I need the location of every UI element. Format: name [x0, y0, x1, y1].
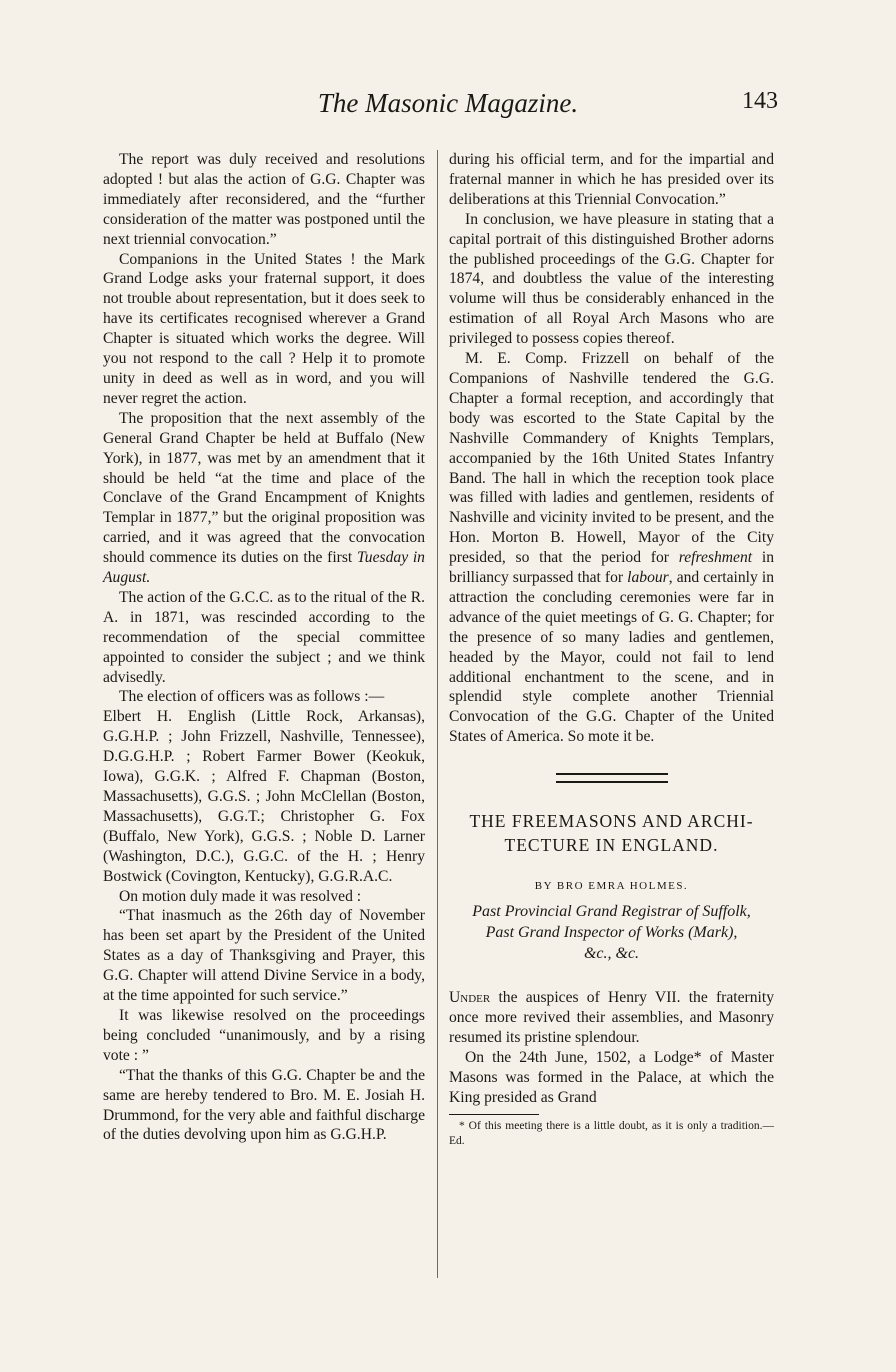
left-column: [103, 150, 425, 1145]
article-title-line: THE FREEMASONS AND ARCHI-: [469, 811, 754, 832]
emphasis-text: Tuesday in August.: [103, 549, 425, 587]
article-title-line: TECTURE IN ENGLAND.: [504, 835, 719, 856]
paragraph: [449, 349, 774, 747]
credential-line: Past Grand Inspector of Works (Mark),: [485, 924, 738, 942]
paragraph-text: The proposition that the next assembly of the General Grand Chapter be held at Buffalo (New York), in 1877, was met by an amendment that it should be held “at the time and place of the Conclave of the Grand Encampment of Knights Templar in 1877,” but the original proposition was carried, and it was agreed that the convocation should commence its duties on the first: [103, 409, 425, 567]
paragraph-text: in brilliancy surpassed that for: [449, 549, 775, 587]
magazine-title: The Masonic Magazine.: [317, 88, 579, 118]
paragraph-text: , and certainly in attraction the concluding ceremonies were far in advance of the quiet meetings of G. G. Chapter; for the presence of so many ladies and gentlemen, headed by the Mayor, could not fail to lend additional enchantment to the scene, and in splendid style complete another Triennial Convocation of the G.G. Chapter of the United States of America. So mote it be.: [449, 569, 774, 746]
paragraph: “That inasmuch as the 26th day of November has been set apart by the President of the United States as a day of Thanksgiving and Prayer, this G.G. Chapter will attend Divine Service in a body, at the time appointed for such service.”: [103, 907, 425, 1005]
paragraph-text: the auspices of Henry VII. the fraternity once more revived their assemblies, and Masonry resumed its pristine splendour.: [449, 989, 774, 1046]
running-header: [0, 88, 896, 122]
officers-list: [103, 707, 425, 886]
paragraph: [103, 409, 425, 588]
footnote-rule: [449, 1114, 539, 1115]
emphasis-text: labour: [627, 569, 669, 587]
paragraph: [449, 988, 774, 1048]
lead-word: Under: [449, 989, 491, 1007]
column-divider: [437, 150, 438, 1278]
paragraph: It was likewise resolved on the proceedings being concluded “unanimously, and by a rising vote : ”: [103, 1006, 425, 1064]
paragraph: “That the thanks of this G.G. Chapter be and the same are hereby tendered to Bro. M. E. Josiah H. Drummond, for the very able and faithful discharge of the duties devolving upon him as G.G.H.P.: [103, 1066, 425, 1144]
credential-line: &c., &c.: [583, 945, 640, 963]
right-column: [449, 150, 774, 1149]
author-credentials: [449, 901, 774, 964]
credential-line: Past Provincial Grand Registrar of Suffolk,: [472, 903, 751, 921]
emphasis-text: refreshment: [678, 549, 753, 567]
page-number: 143: [742, 88, 778, 114]
footnote: * Of this meeting there is a little doubt, as it is only a tradition.—Ed.: [449, 1119, 774, 1147]
paragraph: Companions in the United States ! the Mark Grand Lodge asks your fraternal support, it does not trouble about representation, but it does seek to have its certificates recognised wherever a Grand Chapter is situated which works the degree. Will you not respond to the call ? Help it to promote unity in deed as well as in word, and you will never regret the action.: [103, 250, 425, 407]
paragraph: The report was duly received and resolutions adopted ! but alas the action of G.G. Chapter was immediately after reconsidered, and the “further consideration of the matter was postponed until the next triennial convocation.”: [103, 151, 425, 248]
paragraph: during his official term, and for the impartial and fraternal manner in which he has presided over its deliberations at this Triennial Convocation.”: [449, 151, 774, 208]
paragraph-text: M. E. Comp. Frizzell on behalf of the Companions of Nashville tendered the G.G. Chapter a formal reception, and accordingly that body was escorted to the State Capital by the Nashville Commandery of Knights Templars, accompanied by the 16th United States Infantry Band. The hall in which the reception took place was filled with ladies and gentlemen, residents of Nashville and vicinity invited to be present, and the Hon. Morton B. Howell, Mayor of the City presided, so that the period for: [449, 350, 774, 567]
byline: BY BRO EMRA HOLMES.: [534, 880, 689, 893]
article-title: [449, 809, 774, 857]
section-divider: [556, 773, 668, 783]
paragraph: On the 24th June, 1502, a Lodge* of Master Masons was formed in the Palace, at which the King presided as Grand: [449, 1048, 774, 1106]
paragraph: The election of officers was as follows :—: [119, 688, 385, 706]
paragraph: On motion duly made it was resolved :: [119, 887, 362, 905]
paragraph: The action of the G.C.C. as to the ritual of the R. A. in 1871, was rescinded according to the recommendation of the special committee appointed to consider the subject ; and we think advisedly.: [103, 588, 425, 686]
paragraph: In conclusion, we have pleasure in stating that a capital portrait of this distinguished Brother adorns the published proceedings of the G.G. Chapter for 1874, and doubtless the value of the interesting volume will thus be considerably enhanced in the estimation of all Royal Arch Masons who are privileged to possess copies thereof.: [449, 210, 774, 348]
officers-text: Elbert H. English (Little Rock, Arkansas), G.G.H.P. ; John Frizzell, Nashville, Tennessee), D.G.G.H.P. ; Robert Farmer Bower (Keokuk, Iowa), G.G.K. ; Alfred F. Chapman (Boston, Massachusetts), G.G.S. ; John McClellan (Boston, Massachusetts), G.G.T.; Christopher G. Fox (Buffalo, New York), G.G.S. ; Noble D. Larner (Washington, D.C.), G.G.C. of the H. ; Henry Bostwick (Covington, Kentucky), G.G.R.A.C.: [103, 708, 425, 885]
